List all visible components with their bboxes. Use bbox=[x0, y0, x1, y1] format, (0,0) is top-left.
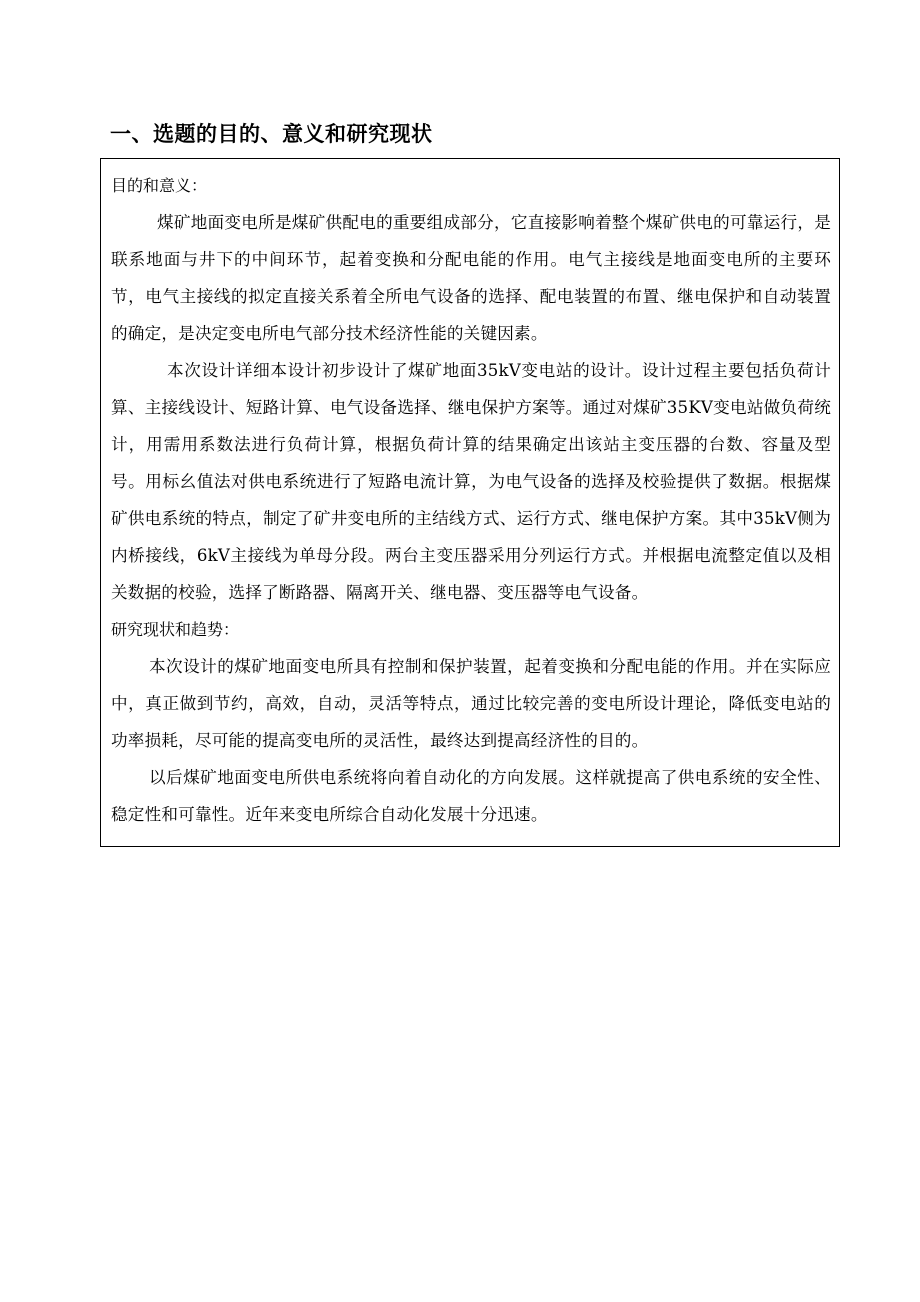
research-paragraph-1: 本次设计的煤矿地面变电所具有控制和保护装置，起着变换和分配电能的作用。并在实际应中，真正做到节约，高效，自动，灵活等特点，通过比较完善的变电所设计理论，降低变电站的功率损耗，尽可能的提高变电所的灵活性，最终达到提高经济性的目的。 bbox=[111, 657, 831, 750]
section-heading: 一、选题的目的、意义和研究现状 bbox=[110, 122, 433, 146]
purpose-section-label: 目的和意义： bbox=[111, 176, 208, 195]
research-section-label: 研究现状和趋势： bbox=[111, 620, 240, 639]
purpose-paragraph-2: 本次设计详细本设计初步设计了煤矿地面35kV变电站的设计。设计过程主要包括负荷计算、主接线设计、短路计算、电气设备选择、继电保护方案等。通过对煤矿35KV变电站做负荷统计，用需用系数法进行负荷计算，根据负荷计算的结果确定出该站主变压器的台数、容量及型号。用标幺值法对供电系统进行了短路电流计算，为电气设备的选择及校验提供了数据。根据煤矿供电系统的特点，制定了矿井变电所的主结线方式、运行方式、继电保护方案。其中35kV侧为内桥接线，6kV主接线为单母分段。两台主变压器采用分列运行方式。并根据电流整定值以及相关数据的校验，选择了断路器、隔离开关、继电器、变压器等电气设备。 bbox=[111, 361, 831, 602]
content-box bbox=[100, 158, 840, 847]
research-paragraph-2: 以后煤矿地面变电所供电系统将向着自动化的方向发展。这样就提高了供电系统的安全性、稳定性和可靠性。近年来变电所综合自动化发展十分迅速。 bbox=[111, 768, 831, 824]
purpose-paragraph-1: 煤矿地面变电所是煤矿供配电的重要组成部分，它直接影响着整个煤矿供电的可靠运行，是联系地面与井下的中间环节，起着变换和分配电能的作用。电气主接线是地面变电所的主要环节，电气主接线的拟定直接关系着全所电气设备的选择、配电装置的布置、继电保护和自动装置的确定，是决定变电所电气部分技术经济性能的关键因素。 bbox=[111, 213, 831, 343]
